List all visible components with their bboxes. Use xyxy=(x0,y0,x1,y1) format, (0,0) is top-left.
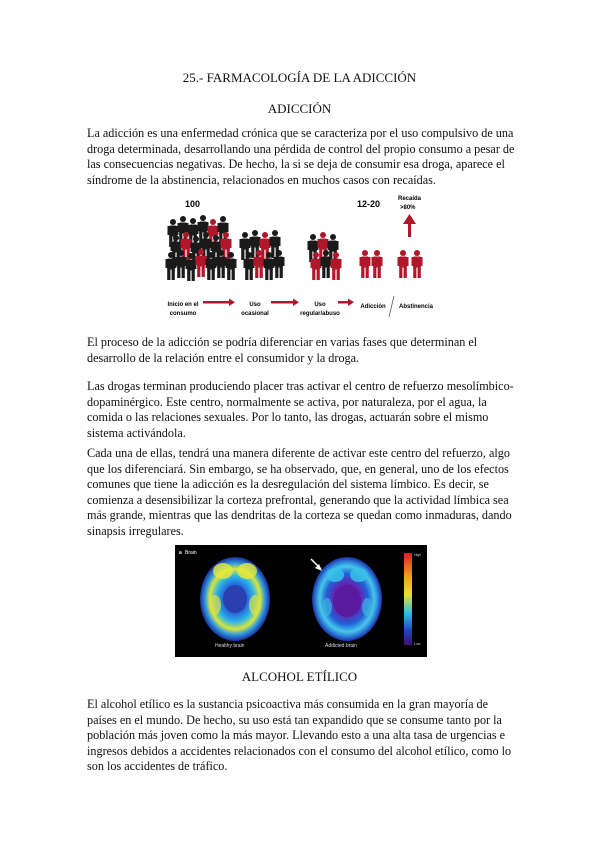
section-heading-adiccion: ADICCIÓN xyxy=(267,101,332,116)
addicted-brain-scan xyxy=(312,557,382,641)
panel-title: Brain xyxy=(185,550,197,556)
stage2-label-line2: ocasional xyxy=(241,311,269,317)
stage-divider xyxy=(389,296,394,317)
group-initial-consumption xyxy=(166,215,237,281)
panel-label: a xyxy=(179,550,182,556)
paragraph-alcohol: El alcohol etílico es la sustancia psicoactiva más consumida en la gran mayoría de países en el mundo. De hecho, su uso está tan expandido que se consume tanto por la población más joven como la más mayor. Llevando esto a una alta tasa de urgencias e ingresos debidos a accidentes relacionados con el consumo del alcohol etílico, como lo son los accidentes de tráfico. xyxy=(87,697,512,774)
addiction-stages-figure xyxy=(163,193,446,323)
stage3-label-line1: Uso xyxy=(314,302,326,308)
section-heading-alcohol: ALCOHOL ETÍLICO xyxy=(241,669,358,684)
pointer-arrow xyxy=(311,559,322,571)
page-title: 25.- FARMACOLOGÍA DE LA ADICCIÓN xyxy=(182,70,417,85)
group-occasional-use xyxy=(240,230,285,280)
stage-arrow-2 xyxy=(271,299,299,307)
scale-low-label: Low xyxy=(414,642,421,646)
stage3-label-line2: regular/abuso xyxy=(300,311,340,317)
stage-arrow-1 xyxy=(203,299,235,307)
relapse-label: Recaída xyxy=(398,196,422,202)
intensity-color-scale xyxy=(404,553,412,645)
group-abstinence xyxy=(398,250,423,278)
count-start-label: 100 xyxy=(185,199,201,209)
stage1-label-line2: consumo xyxy=(169,311,197,317)
paragraph-limbic-system: Cada una de ellas, tendrá una manera diferente de activar este centro del refuerzo, algo que los diferenciará. Sin embargo, se ha observado, que, en general, uno de los efectos comunes que tiene la adicción es la desregulación del sistema límbico. Es decir, se comienza a desensibilizar la corteza prefrontal, generando que la actividad límbica sea más grande, mientras que las dendritas de la corteza se quedan como inmaduras, dando sinapsis irregulares. xyxy=(87,446,512,538)
group-regular-use xyxy=(308,232,342,280)
stage-arrow-3 xyxy=(338,299,354,307)
paragraph-reward-center: Las drogas terminan produciendo placer tras activar el centro de refuerzo mesolímbico-dopaminérgico. Este centro, normalmente se activa, por naturaleza, por el agua, la comida o las relaciones sexuales. Por lo tanto, las drogas, actuarán sobre el mismo sistema activándola. xyxy=(87,379,514,440)
stage5-label: Abstinencia xyxy=(398,304,434,310)
paragraph-phases: El proceso de la adicción se podría diferenciar en varias fases que determinan el desarrollo de la relación entre el consumidor y la droga. xyxy=(87,335,478,365)
relapse-percent: >80% xyxy=(400,205,416,211)
scale-high-label: High xyxy=(414,553,422,557)
healthy-brain-caption: Healthy brain xyxy=(215,643,245,649)
group-addiction xyxy=(360,250,383,278)
brain-scan-figure xyxy=(175,545,427,657)
count-mid-label: 12-20 xyxy=(357,199,381,209)
healthy-brain-scan xyxy=(200,557,270,641)
stage1-label-line1: Inicio en el xyxy=(167,302,199,308)
addicted-brain-caption: Addicted brain xyxy=(325,643,357,649)
paragraph-intro: La adicción es una enfermedad crónica que se caracteriza por el uso compulsivo de una droga determinada, desarrollando una pérdida de control del propio consumo a pesar de las consecuencias negativas. De hecho, la si se deja de consumir esa droga, aparece el síndrome de la abstinencia, relacionados en muchos casos con recaídas. xyxy=(87,126,515,187)
stage4-label: Adicción xyxy=(360,304,386,310)
stage2-label-line1: Uso xyxy=(249,302,261,308)
relapse-up-arrow xyxy=(403,214,416,237)
